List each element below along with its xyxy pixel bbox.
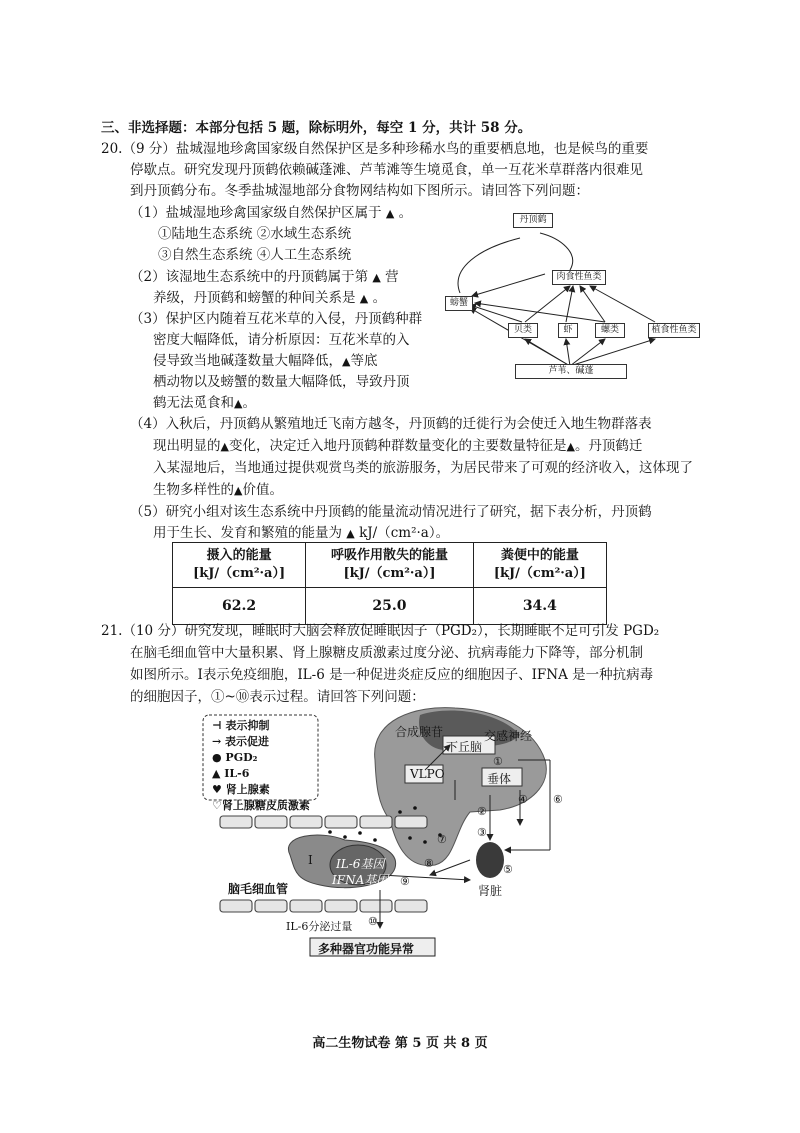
step-1: ① xyxy=(493,755,503,768)
table-header-row xyxy=(173,543,607,588)
answer-blank: ▲ xyxy=(385,207,395,220)
legend-il6: ▲ IL-6 xyxy=(212,767,250,780)
il6-gene-label: IL-6基因 xyxy=(336,857,385,871)
q20-part-4-line-4: 生物多样性的▲价值。 xyxy=(153,482,283,498)
q20-part-3-line-4: 栖动物以及螃蟹的数量大幅降低，导致丹顶 xyxy=(153,374,410,390)
q20-part-1: （1）盐城湿地珍禽国家级自然保护区属于 ▲ 。 xyxy=(130,205,413,221)
sympathetic-label: 交感神经 xyxy=(484,729,533,743)
q20-part-5-line-2: 用于生长、发育和繁殖的能量为 ▲ kJ/（cm²·a）。 xyxy=(153,525,450,541)
answer-blank: ▲ xyxy=(359,292,369,305)
q20-part-4-line-3: 入某湿地后，当地通过提供观赏鸟类的旅游服务，为居民带来了可观的经济收入，这体现了 xyxy=(153,460,693,476)
crane-node: 丹顶鹤 xyxy=(513,213,553,228)
intake-value: 62.2 xyxy=(173,588,306,625)
snail-node: 螺类 xyxy=(595,323,625,338)
q21-intro-line-3: 如图所示。I表示免疫细胞，IL-6 是一种促进炎症反应的细胞因子、IFNA 是一种抗病毒 xyxy=(130,667,654,683)
herbivore-fish-node: 植食性鱼类 xyxy=(648,323,700,338)
answer-blank: ▲ xyxy=(342,355,351,368)
carnivore-fish-node: 肉食性鱼类 xyxy=(552,270,606,285)
q21-intro-line-1: 21.（10 分）研究发现，睡眠时大脑会释放促睡眠因子（PGD₂），长期睡眠不足可引发 PGD₂ xyxy=(101,623,660,639)
step-5: ⑤ xyxy=(503,863,513,876)
q20-part-3-line-3: 侵导致当地碱蓬数量大幅降低，▲等底 xyxy=(153,353,378,369)
feces-value: 34.4 xyxy=(473,588,606,625)
answer-blank: ▲ xyxy=(372,271,381,284)
table-row xyxy=(173,588,607,625)
q20-intro-line-3: 到丹顶鹤分布。冬季盐城湿地部分食物网结构如下图所示。请回答下列问题： xyxy=(130,183,589,199)
step-9: ⑨ xyxy=(400,875,410,888)
legend-promote: → 表示促进 xyxy=(212,735,270,748)
q21-intro-line-4: 的细胞因子，①~⑩表示过程。请回答下列问题： xyxy=(130,689,425,705)
answer-blank: ▲ xyxy=(234,484,243,497)
legend-inhibit: ⊣ 表示抑制 xyxy=(212,719,270,732)
feces-header: 粪便中的能量 [kJ/（cm²·a）] xyxy=(473,543,606,588)
q20-part-2-line-2: 养级，丹顶鹤和螃蟹的种间关系是 ▲ 。 xyxy=(153,290,387,306)
hypothalamus-label: 下丘脑 xyxy=(446,740,483,754)
q20-part-3-line-1: （3）保护区内随着互花米草的入侵，丹顶鹤种群 xyxy=(130,311,423,327)
vlpo-label: VLPO xyxy=(410,767,445,781)
q20-part-4-line-1: （4）入秋后，丹顶鹤从繁殖地迁飞南方越冬，丹顶鹤的迁徙行为会使迁入地生物群落表 xyxy=(130,416,652,432)
step-7: ⑦ xyxy=(437,833,447,846)
q20-option-row-1: ①陆地生态系统 ②水域生态系统 xyxy=(158,226,352,242)
food-web-diagram xyxy=(440,208,710,383)
answer-blank: ▲ xyxy=(566,440,575,453)
q20-intro-line-2: 停歇点。研究发现丹顶鹤依赖碱蓬滩、芦苇滩等生境觅食，单一互花米草群落内很难见 xyxy=(130,162,643,178)
q20-intro-line-1: 20.（9 分）盐城湿地珍禽国家级自然保护区是多种珍稀水鸟的重要栖息地，也是候鸟的重要 xyxy=(101,141,649,157)
immune-cell-label: I xyxy=(308,853,313,867)
intake-header: 摄入的能量 [kJ/（cm²·a）] xyxy=(173,543,306,588)
organ-failure-label: 多种器官功能异常 xyxy=(318,942,415,956)
legend-adrenaline: ♥ 肾上腺素 xyxy=(212,783,270,796)
energy-flow-table xyxy=(172,542,607,625)
answer-blank: ▲ xyxy=(346,527,355,540)
answer-blank: ▲ xyxy=(234,397,243,410)
q20-part-5-line-1: （5）研究小组对该生态系统中丹顶鹤的能量流动情况进行了研究，据下表分析，丹顶鹤 xyxy=(130,504,652,520)
step-8: ⑧ xyxy=(424,857,434,870)
crab-node: 螃蟹 xyxy=(445,296,473,311)
legend-pgd2: ● PGD₂ xyxy=(212,751,258,764)
answer-blank: ▲ xyxy=(220,440,229,453)
page-footer: 高二生物试卷 第 5 页 共 8 页 xyxy=(312,1036,488,1051)
legend-glucocorticoid: ♡肾上腺糖皮质激素 xyxy=(212,799,310,812)
capillary-label: 脑毛细血管 xyxy=(228,882,289,896)
respiration-value: 25.0 xyxy=(306,588,474,625)
il6-excess-label: IL-6分泌过量 xyxy=(286,920,353,933)
ifna-gene-label: IFNA基因 xyxy=(332,873,389,887)
respiration-header: 呼吸作用散失的能量 [kJ/（cm²·a）] xyxy=(306,543,474,588)
adenosine-label: 合成腺苷 xyxy=(395,725,444,739)
step-10: ⑩ xyxy=(368,915,378,928)
q20-part-3-line-2: 密度大幅降低，请分析原因：互花米草的入 xyxy=(153,332,410,348)
q21-intro-line-2: 在脑毛细血管中大量积累、肾上腺糖皮质激素过度分泌、抗病毒能力下降等，部分机制 xyxy=(130,645,643,661)
adrenal-label: 肾脏 xyxy=(478,884,503,898)
shellfish-node: 贝类 xyxy=(508,323,538,338)
pituitary-label: 垂体 xyxy=(487,772,512,786)
shrimp-node: 虾 xyxy=(558,323,578,338)
section-header: 三、非选择题：本部分包括 5 题，除标明外，每空 1 分，共计 58 分。 xyxy=(101,120,532,136)
q20-part-4-line-2: 现出明显的▲变化，决定迁入地丹顶鹤种群数量变化的主要数量特征是▲。丹顶鹤迁 xyxy=(153,438,643,454)
step-4: ④ xyxy=(518,793,528,806)
step-3: ③ xyxy=(477,826,487,839)
q20-part-2-line-1: （2）该湿地生态系统中的丹顶鹤属于第 ▲ 营 xyxy=(130,269,399,285)
q20-part-3-line-5: 鹤无法觅食和▲。 xyxy=(153,395,256,411)
producers-node: 芦苇、碱蓬 xyxy=(515,364,627,379)
q20-option-row-2: ③自然生态系统 ④人工生态系统 xyxy=(158,247,352,263)
step-2: ② xyxy=(477,805,487,818)
step-6: ⑥ xyxy=(553,793,563,806)
